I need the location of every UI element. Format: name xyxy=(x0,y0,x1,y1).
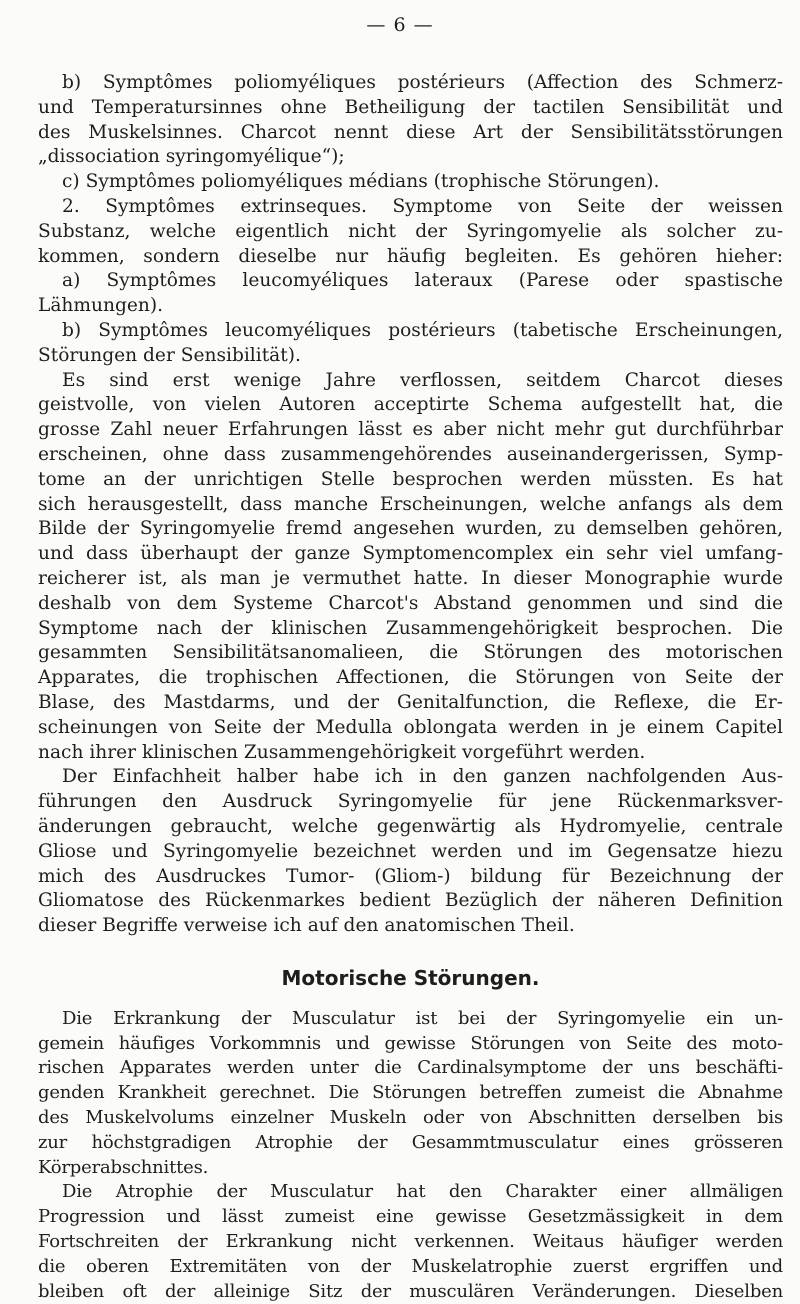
text-line: dieser Begriffe verweise ich auf den anatomischen Theil. xyxy=(38,915,575,937)
text-line: c) Symptômes poliomyéliques médians (trophische Störungen). xyxy=(62,171,660,193)
text-line: geistvolle, von vielen Autoren acceptirte Schema aufgestellt hat, die xyxy=(38,394,783,416)
text-line: deshalb von dem Systeme Charcot's Abstand genommen und sind die xyxy=(38,592,783,614)
text-line: tome an der unrichtigen Stelle besprochen werden müssten. Es hat xyxy=(38,468,783,490)
text-line: des Muskelvolums einzelner Muskeln oder von Abschnitten derselben bis xyxy=(38,1107,783,1129)
text-line: genden Krankheit gerechnet. Die Störungen betreffen zumeist die Abnahme xyxy=(38,1082,783,1104)
section-heading: Motorische Störungen. xyxy=(281,965,540,990)
text-line: führungen den Ausdruck Syringomyelie für jene Rückenmarksver- xyxy=(38,791,783,813)
text-line: gemein häufiges Vorkommnis und gewisse Störungen von Seite des moto- xyxy=(38,1032,783,1054)
text-line: gesammten Sensibilitätsanomalieen, die Störungen des motorischen xyxy=(38,642,783,664)
text-line: Die Erkrankung der Musculatur ist bei der Syringomyelie ein un- xyxy=(62,1007,783,1029)
section-1-text xyxy=(38,71,783,939)
text-line: „dissociation syringomyélique“); xyxy=(38,146,345,168)
text-line: bleiben oft der alleinige Sitz der musculären Veränderungen. Dieselben xyxy=(38,1280,783,1302)
text-line: Lähmungen). xyxy=(38,295,164,317)
text-line: Progression und lässt zumeist eine gewisse Gesetzmässigkeit in dem xyxy=(38,1206,783,1228)
text-line: kommen, sondern dieselbe nur häufig begleiten. Es gehören hieher: xyxy=(38,245,783,267)
text-line: Störungen der Sensibilität). xyxy=(38,344,301,366)
text-line: Gliose und Syringomyelie bezeichnet werden und im Gegensatze hiezu xyxy=(38,840,783,862)
text-line: zur höchstgradigen Atrophie der Gesammtmusculatur eines grösseren xyxy=(38,1131,783,1153)
text-line: mich des Ausdruckes Tumor- (Gliom-) bildung für Bezeichnung der xyxy=(38,865,783,887)
text-line: und dass überhaupt der ganze Symptomencomplex ein sehr viel umfang- xyxy=(38,543,783,565)
section-2-text xyxy=(38,1007,783,1304)
text-line: Symptome nach der klinischen Zusammengehörigkeit besprochen. Die xyxy=(38,617,783,639)
text-line: Der Einfachheit halber habe ich in den ganzen nachfolgenden Aus- xyxy=(62,766,783,788)
text-line: Blase, des Mastdarms, und der Genitalfunction, die Reflexe, die Er- xyxy=(38,691,783,713)
text-line: scheinungen von Seite der Medulla oblongata werden in je einem Capitel xyxy=(38,716,783,738)
text-line: erscheinen, ohne dass zusammengehörendes auseinandergerissen, Symp- xyxy=(38,443,783,465)
text-line: Bilde der Syringomyelie fremd angesehen wurden, zu demselben gehören, xyxy=(38,518,783,540)
text-line: Gliomatose des Rückenmarkes bedient Bezüglich der näheren Definition xyxy=(38,890,783,912)
text-line: b) Symptômes leucomyéliques postérieurs (tabetische Erscheinungen, xyxy=(62,319,783,341)
page-number-header: — 6 — xyxy=(366,14,434,36)
text-line: 2. Symptômes extrinseques. Symptome von Seite der weissen xyxy=(62,195,783,217)
text-line: und Temperatursinnes ohne Betheiligung der tactilen Sensibilität und xyxy=(38,96,783,118)
text-line: des Muskelsinnes. Charcot nennt diese Art der Sensibilitätsstörungen xyxy=(38,121,783,143)
text-line: b) Symptômes poliomyéliques postérieurs (Affection des Schmerz- xyxy=(62,72,783,93)
text-line: Substanz, welche eigentlich nicht der Syringomyelie als solcher zu- xyxy=(38,220,783,242)
body-text xyxy=(38,71,783,1304)
text-line: a) Symptômes leucomyéliques lateraux (Parese oder spastische xyxy=(62,270,783,292)
text-line: änderungen gebraucht, welche gegenwärtig als Hydromyelie, centrale xyxy=(38,815,783,837)
text-line: reicherer ist, als man je vermuthet hatte. In dieser Monographie wurde xyxy=(38,567,783,589)
text-line: Körperabschnittes. xyxy=(38,1156,209,1178)
text-line: grosse Zahl neuer Erfahrungen lässt es aber nicht mehr gut durchführbar xyxy=(38,419,783,441)
text-line: Fortschreiten der Erkrankung nicht verkennen. Weitaus häufiger werden xyxy=(38,1231,783,1253)
text-line: nach ihrer klinischen Zusammengehörigkeit vorgeführt werden. xyxy=(38,741,646,763)
text-line: die oberen Extremitäten von der Muskelatrophie zuerst ergriffen und xyxy=(38,1255,783,1277)
text-line: Apparates, die trophischen Affectionen, die Störungen von Seite der xyxy=(38,667,783,689)
text-line: Es sind erst wenige Jahre verflossen, seitdem Charcot dieses xyxy=(62,369,783,391)
text-line: rischen Apparates werden unter die Cardinalsymptome der uns beschäfti- xyxy=(38,1057,783,1079)
text-line: sich herausgestellt, dass manche Erscheinungen, welche anfangs als dem xyxy=(38,493,783,515)
text-line: Die Atrophie der Musculatur hat den Charakter einer allmäligen xyxy=(62,1181,783,1203)
